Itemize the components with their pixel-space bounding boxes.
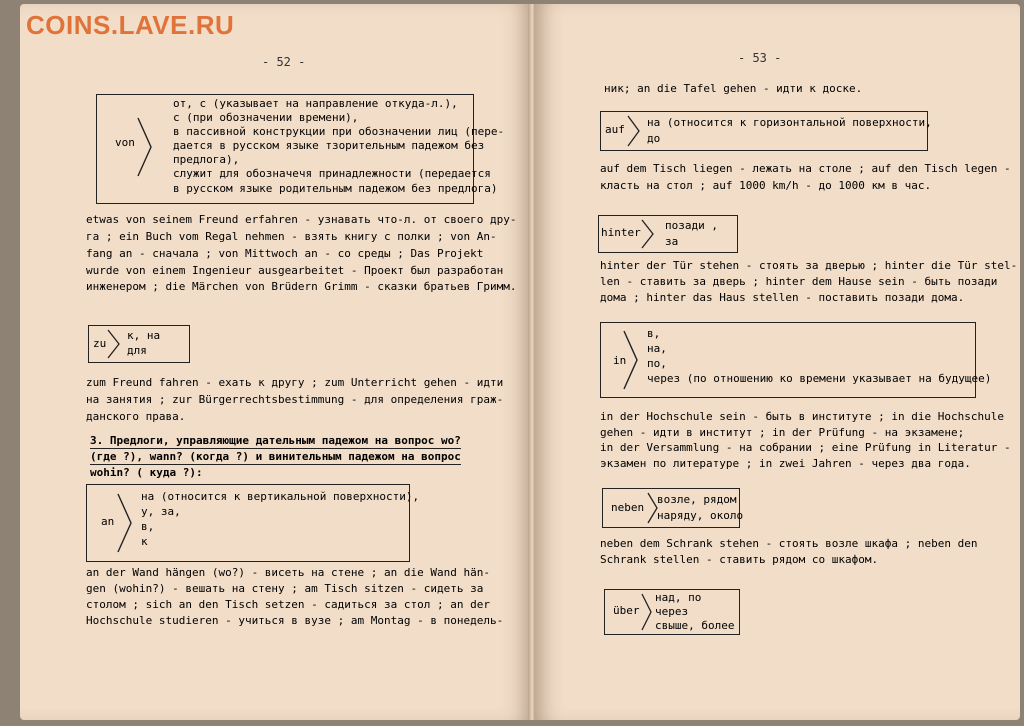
text-line: in der Versammlung - на собрании ; eine Prüfung in Literatur - [600,441,1011,454]
preposition-box-auf [600,111,932,151]
box-label: auf [605,123,625,136]
text-line: hinter der Tür stehen - стоять за дверью ; hinter die Tür stel- [600,259,1018,272]
text-line: дома ; hinter das Haus stellen - поставить позади дома. [600,291,965,304]
box-line: до [647,132,661,145]
text-line: столом ; sich an den Tisch setzen - садиться за стол ; an der [86,598,490,611]
box-line: для [127,344,147,357]
box-line: через [655,605,689,618]
box-line: от, с (указывает на направление откуда-л.), [173,97,458,110]
box-label: an [101,515,115,528]
box-line: на (относится к горизонтальной поверхности, [647,116,932,129]
section-heading: (где ?), wann? (когда ?) и винительным падежом на вопрос [90,450,461,463]
box-label: über [613,604,640,617]
text-line: wurde von einem Ingenieur ausgearbeitet - Проект был разработан [86,264,504,277]
preposition-box-uber [604,589,740,635]
box-line: в, [141,520,155,533]
chevron-icon [641,593,653,631]
text-line: инженером ; die Märchen von Brüdern Grimm - сказки братьев Гримм. [86,280,517,293]
box-line: в пассивной конструкции при обозначении лиц (пере- [173,125,505,138]
text-line: auf dem Tisch liegen - лежать на столе ; auf den Tisch legen - [600,162,1011,175]
text-line: класть на стол ; auf 1000 km/h - до 1000 км в час. [600,179,932,192]
box-line: с (при обозначении времени), [173,111,359,124]
box-line: на, [647,342,667,355]
page-number: - 52 - [262,55,306,69]
preposition-box-in [600,322,992,398]
section-heading: 3. Предлоги, управляющие дательным падежом на вопрос wo? [90,434,461,447]
box-label: in [613,354,627,367]
box-line: на (относится к вертикальной поверхности), [141,490,420,503]
text-line: fang an - сначала ; von Mittwoch an - со среды ; Das Projekt [86,247,484,260]
box-line: позади , [665,219,718,232]
text-line: данского права. [86,410,186,423]
text-line: len - ставить за дверь ; hinter dem Hause sein - быть позади [600,275,998,288]
box-line: дается в русском языке тзорительным падежом без [173,139,485,152]
chevron-icon [623,330,639,390]
box-line: за [665,235,679,248]
text-line: Schrank stellen - ставить рядом со шкафом. [600,553,879,566]
box-line: через (по отношению ко времени указывает на будущее) [647,372,992,385]
text-line: zum Freund fahren - ехать к другу ; zum Unterricht gehen - идти [86,376,504,389]
text-line: на занятия ; zur Bürgerrechtsbestimmung - для определения граж- [86,393,504,406]
text-line: gehen - идти в институт ; in der Prüfung - на экзамене; [600,426,965,439]
text-line: gen (wohin?) - вешать на стену ; am Tisch sitzen - сидеть за [86,582,484,595]
preposition-box-zu [88,325,190,363]
box-line: к, на [127,329,161,342]
chevron-icon [641,219,655,249]
chevron-icon [107,329,121,359]
box-line: у, за, [141,505,181,518]
section-heading: wohin? ( куда ?): [90,466,203,479]
text-line: Hochschule studieren - учиться в вузе ; am Montag - в понедель- [86,614,504,627]
box-label: neben [611,501,645,514]
box-line: по, [647,357,667,370]
box-line: свыше, более [655,619,735,632]
box-line: возле, рядом [657,493,737,506]
text-line: neben dem Schrank stehen - стоять возле шкафа ; neben den [600,537,978,550]
box-label: hinter [601,226,641,239]
text-line: etwas von seinem Freund erfahren - узнавать что-л. от своего дру- [86,213,517,226]
page-number: - 53 - [738,51,782,65]
box-line: к [141,535,148,548]
watermark: COINS.LAVE.RU [26,10,235,40]
text-line: in der Hochschule sein - быть в институте ; in die Hochschule [600,410,1004,423]
box-line: наряду, около [657,509,744,522]
preposition-box-an [86,484,420,562]
preposition-box-von [96,94,505,204]
box-line: над, по [655,591,702,604]
text-line: an der Wand hängen (wo?) - висеть на стене ; an die Wand hän- [86,566,490,579]
text-line: ник; an die Tafel gehen - идти к доске. [604,82,863,95]
chevron-icon [627,115,641,147]
box-line: предлога), [173,153,240,166]
text-line: га ; ein Buch vom Regal nehmen - взять книгу с полки ; von An- [86,230,497,243]
text-line: экзамен по литературе ; in zwei Jahren - через два года. [600,457,971,470]
box-line: в русском языке родительным падежом без предлога) [173,182,498,195]
box-label: zu [93,337,107,350]
preposition-box-hinter [598,215,738,253]
chevron-icon [117,493,133,553]
box-line: в, [647,327,661,340]
box-line: служит для обозначечя принадлежности (передается [173,167,491,180]
box-label: von [115,136,135,149]
preposition-box-neben [602,488,744,528]
